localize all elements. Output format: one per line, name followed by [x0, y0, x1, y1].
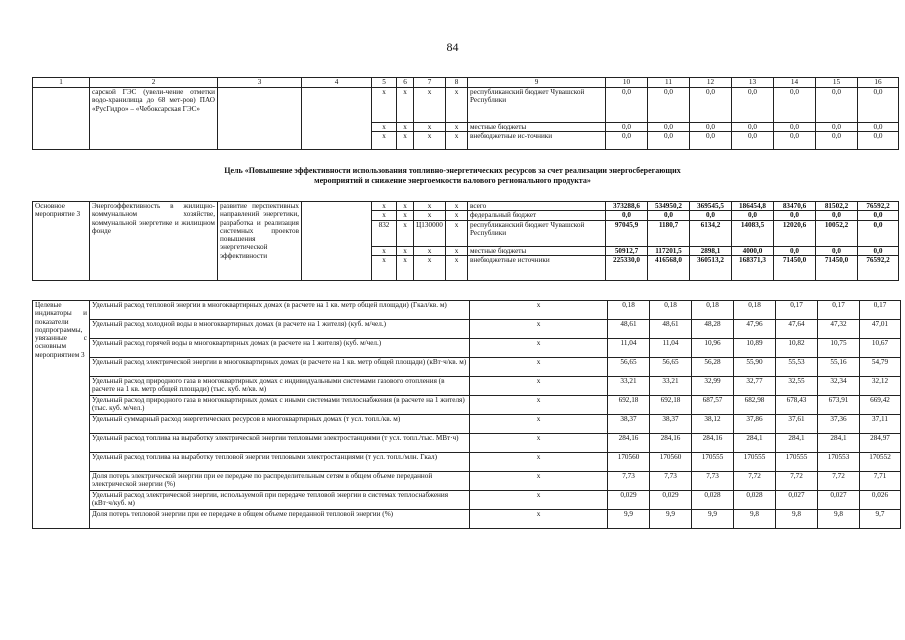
table-cell: x [372, 255, 397, 280]
indicator-x: x [470, 415, 608, 434]
col-header: 4 [302, 78, 372, 88]
indicator-name: Удельный расход природного газа в многоквартирных домах с индивидуальными системами газового отопления (в расчете на 1 кв. метр общей площади) (тыс. куб. м/кв. м) [90, 377, 470, 396]
indicator-x: x [470, 510, 608, 529]
table-cell: 6134,2 [690, 220, 732, 246]
indicator-value: 47,32 [818, 320, 860, 339]
table-cell: 0,0 [648, 123, 690, 132]
col-header: 8 [446, 78, 468, 88]
table-cell: 0,0 [606, 88, 648, 123]
indicator-name: Удельный суммарный расход энергетических ресурсов в многоквартирных домах (т усл. топл./кв. м) [90, 415, 470, 434]
indicator-value: 692,18 [608, 396, 650, 415]
indicator-name: Удельный расход природного газа в многоквартирных домах с иными системами теплоснабжения (в расчете на 1 жителя) (тыс. куб. м/чел.) [90, 396, 470, 415]
indicator-value: 0,028 [692, 491, 734, 510]
table-cell: 0,0 [648, 132, 690, 150]
table-cell: 0,0 [606, 132, 648, 150]
indicator-x: x [470, 358, 608, 377]
table-cell: x [397, 211, 414, 220]
col-header: 12 [690, 78, 732, 88]
table-cell: 97045,9 [606, 220, 648, 246]
col-header: 9 [468, 78, 606, 88]
indicator-name: Удельный расход холодной воды в многоквартирных домах (в расчете на 1 жителя) (куб. м/чел.) [90, 320, 470, 339]
indicator-value: 678,43 [776, 396, 818, 415]
indicator-value: 9,9 [650, 510, 692, 529]
indicator-value: 37,61 [776, 415, 818, 434]
table-cell: x [372, 211, 397, 220]
table-cell: 4000,0 [732, 246, 774, 255]
indicator-x: x [470, 320, 608, 339]
table-cell: x [414, 88, 446, 123]
table-cell: x [414, 246, 446, 255]
main-event-name: Энергоэффективность в жилищно-коммунальном хозяйстве, коммунальной энергетике и жилищном фонде [90, 202, 218, 281]
table-cell: x [446, 211, 468, 220]
indicator-row [33, 472, 901, 491]
indicator-value: 33,21 [650, 377, 692, 396]
indicator-row [33, 396, 901, 415]
table-cell: 0,0 [816, 211, 858, 220]
indicator-value: 56,65 [608, 358, 650, 377]
indicator-value: 48,61 [650, 320, 692, 339]
table-cell: x [397, 246, 414, 255]
indicator-name: Доля потерь электрической энергии при ее передаче по распределительным сетям в общем объеме переданной электрической энергии (%) [90, 472, 470, 491]
table-cell: 0,0 [816, 132, 858, 150]
indicator-value: 10,82 [776, 339, 818, 358]
table-cell: x [372, 132, 397, 150]
table-cell: 0,0 [858, 211, 899, 220]
indicator-value: 37,36 [818, 415, 860, 434]
indicator-x: x [470, 472, 608, 491]
table-cell: 0,0 [774, 132, 816, 150]
indicator-value: 170555 [734, 453, 776, 472]
indicator-value: 284,1 [734, 434, 776, 453]
funding-source: внебюджетные ис-точники [468, 132, 606, 150]
table-cell: x [372, 202, 397, 211]
indicator-value: 0,027 [776, 491, 818, 510]
table-cell: 0,0 [774, 246, 816, 255]
indicator-value: 7,72 [734, 472, 776, 491]
indicator-value: 55,53 [776, 358, 818, 377]
col-header: 1 [33, 78, 90, 88]
indicator-row [33, 320, 901, 339]
funding-source: внебюджетные источники [468, 255, 606, 280]
indicator-value: 0,029 [608, 491, 650, 510]
table-cell: 0,0 [858, 123, 899, 132]
table-cell: x [446, 88, 468, 123]
table-cell: 0,0 [690, 211, 732, 220]
indicator-name: Удельный расход горячей воды в многоквартирных домах (в расчете на 1 жителя) (куб. м/чел.) [90, 339, 470, 358]
indicator-value: 284,16 [692, 434, 734, 453]
indicator-value: 9,8 [734, 510, 776, 529]
indicator-value: 38,37 [650, 415, 692, 434]
table-cell: 534950,2 [648, 202, 690, 211]
table-cell: 186454,8 [732, 202, 774, 211]
indicator-value: 9,8 [776, 510, 818, 529]
funding-source: всего [468, 202, 606, 211]
table-cell: x [372, 246, 397, 255]
indicator-x: x [470, 301, 608, 320]
indicator-value: 7,73 [650, 472, 692, 491]
col-header: 10 [606, 78, 648, 88]
funding-source: местные бюджеты [468, 123, 606, 132]
table-cell: 50912,7 [606, 246, 648, 255]
indicator-value: 0,028 [734, 491, 776, 510]
indicator-value: 38,12 [692, 415, 734, 434]
table-cell: 2898,1 [690, 246, 732, 255]
top-table [32, 77, 899, 150]
indicator-value: 7,72 [818, 472, 860, 491]
table-cell: x [372, 88, 397, 123]
table-cell: x [397, 220, 414, 246]
table-cell: 0,0 [648, 211, 690, 220]
indicator-value: 0,026 [860, 491, 901, 510]
col-header: 15 [816, 78, 858, 88]
table-cell: x [414, 255, 446, 280]
indicator-value: 0,17 [860, 301, 901, 320]
col-header: 14 [774, 78, 816, 88]
indicator-value: 10,67 [860, 339, 901, 358]
indicators-table [32, 300, 901, 529]
indicator-value: 170553 [818, 453, 860, 472]
indicator-value: 11,04 [608, 339, 650, 358]
table-cell: x [446, 246, 468, 255]
table-cell: x [446, 202, 468, 211]
indicator-value: 47,96 [734, 320, 776, 339]
table-cell: 81502,2 [816, 202, 858, 211]
col-header: 3 [218, 78, 302, 88]
indicator-x: x [470, 434, 608, 453]
indicator-value: 682,98 [734, 396, 776, 415]
table-cell: 0,0 [774, 123, 816, 132]
indicator-name: Удельный расход топлива на выработку электрической энергии тепловыми электростанциями (т усл. топл./тыс. МВт·ч) [90, 434, 470, 453]
table-cell: 0,0 [606, 123, 648, 132]
table-cell: x [414, 132, 446, 150]
indicator-value: 669,42 [860, 396, 901, 415]
table-cell: 0,0 [690, 123, 732, 132]
indicator-value: 284,97 [860, 434, 901, 453]
indicator-value: 10,75 [818, 339, 860, 358]
indicator-value: 32,12 [860, 377, 901, 396]
table-cell: 0,0 [732, 132, 774, 150]
indicator-value: 170552 [860, 453, 901, 472]
table-cell: 0,0 [732, 123, 774, 132]
table-cell: 0,0 [858, 132, 899, 150]
indicator-value: 7,73 [692, 472, 734, 491]
page-number: 84 [446, 40, 459, 54]
table-cell: 369545,5 [690, 202, 732, 211]
indicator-row [33, 434, 901, 453]
indicator-value: 32,55 [776, 377, 818, 396]
indicator-value: 0,029 [650, 491, 692, 510]
indicator-value: 10,89 [734, 339, 776, 358]
table-cell: x [372, 123, 397, 132]
indicator-row [33, 377, 901, 396]
indicator-value: 9,9 [608, 510, 650, 529]
table-row [33, 88, 899, 123]
indicator-value: 10,96 [692, 339, 734, 358]
indicator-value: 170555 [776, 453, 818, 472]
table-cell: 0,0 [858, 220, 899, 246]
indicator-value: 48,61 [608, 320, 650, 339]
table-cell: 0,0 [774, 211, 816, 220]
funding-source: республиканский бюджет Чувашской Республики [468, 220, 606, 246]
table-cell: 71450,0 [774, 255, 816, 280]
indicator-row [33, 453, 901, 472]
indicator-value: 0,18 [692, 301, 734, 320]
table-cell: 0,0 [690, 132, 732, 150]
table-cell: 0,0 [858, 246, 899, 255]
table-cell: 0,0 [858, 88, 899, 123]
header-row [33, 78, 899, 88]
indicator-value: 673,91 [818, 396, 860, 415]
indicator-value: 32,99 [692, 377, 734, 396]
indicator-name: Удельный расход электрической энергии в многоквартирных домах (в расчете на 1 кв. метр общей площади) (кВт·ч/кв. м) [90, 358, 470, 377]
table-cell: 0,0 [732, 88, 774, 123]
indicator-value: 0,027 [818, 491, 860, 510]
table-cell: 0,0 [648, 88, 690, 123]
indicator-value: 284,1 [818, 434, 860, 453]
table-cell: 0,0 [816, 123, 858, 132]
indicator-x: x [470, 491, 608, 510]
indicator-value: 47,64 [776, 320, 818, 339]
table-cell: x [414, 202, 446, 211]
indicator-row [33, 339, 901, 358]
table-cell: 0,0 [774, 88, 816, 123]
col-header: 7 [414, 78, 446, 88]
indicator-value: 7,72 [776, 472, 818, 491]
indicator-value: 38,37 [608, 415, 650, 434]
col-header: 16 [858, 78, 899, 88]
indicator-value: 56,65 [650, 358, 692, 377]
funding-source: местные бюджеты [468, 246, 606, 255]
table-cell: 0,0 [816, 246, 858, 255]
table-cell: x [446, 123, 468, 132]
indicator-x: x [470, 453, 608, 472]
indicator-value: 692,18 [650, 396, 692, 415]
indicator-value: 47,01 [860, 320, 901, 339]
table-cell: Ц130000 [414, 220, 446, 246]
indicator-value: 0,17 [776, 301, 818, 320]
indicator-value: 0,18 [608, 301, 650, 320]
table-cell: x [397, 132, 414, 150]
table-cell: x [414, 123, 446, 132]
indicator-value: 170560 [608, 453, 650, 472]
table-cell: 12020,6 [774, 220, 816, 246]
col-header: 2 [90, 78, 218, 88]
table-cell: x [397, 255, 414, 280]
indicator-row [33, 491, 901, 510]
indicator-value: 32,77 [734, 377, 776, 396]
indicator-value: 9,8 [818, 510, 860, 529]
main-table [32, 201, 899, 281]
table-cell: 10052,2 [816, 220, 858, 246]
table-cell: 0,0 [606, 211, 648, 220]
table-cell: 360513,2 [690, 255, 732, 280]
table-cell: 0,0 [690, 88, 732, 123]
table-cell: 83470,6 [774, 202, 816, 211]
indicator-x: x [470, 396, 608, 415]
table-cell: 0,0 [732, 211, 774, 220]
indicator-row [33, 301, 901, 320]
indicator-value: 7,71 [860, 472, 901, 491]
indicator-row [33, 358, 901, 377]
indicator-value: 11,04 [650, 339, 692, 358]
table-cell: 225330,0 [606, 255, 648, 280]
indicator-value: 56,28 [692, 358, 734, 377]
indicator-value: 284,16 [650, 434, 692, 453]
indicator-name: Доля потерь тепловой энергии при ее передаче в общем объеме переданной тепловой энергии (%) [90, 510, 470, 529]
indicator-value: 32,34 [818, 377, 860, 396]
table-cell: 416568,0 [648, 255, 690, 280]
indicator-name: Удельный расход электрической энергии, используемой при передаче тепловой энергии в системах теплоснабжения (кВт·ч/куб. м) [90, 491, 470, 510]
goal-heading: Цель «Повышение эффективности использования топливно-энергетических ресурсов за счет реализации энергосберегающих мероприятий и снижение энергоемкости валового регионального продукта» [224, 166, 681, 185]
table-cell: 373288,6 [606, 202, 648, 211]
table-cell: 0,0 [816, 88, 858, 123]
indicator-value: 284,1 [776, 434, 818, 453]
table-cell: x [446, 132, 468, 150]
indicator-value: 55,16 [818, 358, 860, 377]
indicator-value: 170555 [692, 453, 734, 472]
table-cell: x [397, 123, 414, 132]
indicator-row [33, 510, 901, 529]
indicator-value: 170560 [650, 453, 692, 472]
table-cell: x [446, 220, 468, 246]
indicator-name: Удельный расход тепловой энергии в многоквартирных домах (в расчете на 1 кв. метр общей площади) (Гкал/кв. м) [90, 301, 470, 320]
indicator-value: 284,16 [608, 434, 650, 453]
indicator-x: x [470, 377, 608, 396]
indicator-name: Удельный расход топлива на выработку тепловой энергии тепловыми электростанциями (т усл. топл./млн. Гкал) [90, 453, 470, 472]
indicator-value: 55,90 [734, 358, 776, 377]
indicator-x: x [470, 339, 608, 358]
main-event-label: Основное мероприятие 3 [33, 202, 90, 281]
main-event-direction: развитие перспективных направлений энергетики, разработка и реализация системных проектов повышения энергетической эффективности [218, 202, 302, 281]
table-cell: 76592,2 [858, 202, 899, 211]
funding-source: республиканский бюджет Чувашской Республики [468, 88, 606, 123]
col-header: 13 [732, 78, 774, 88]
table-cell: x [446, 255, 468, 280]
table-cell: 832 [372, 220, 397, 246]
indicator-value: 0,17 [818, 301, 860, 320]
indicator-value: 9,7 [860, 510, 901, 529]
table-cell: x [397, 202, 414, 211]
table-cell: 1180,7 [648, 220, 690, 246]
indicator-value: 9,9 [692, 510, 734, 529]
table-cell: 117201,5 [648, 246, 690, 255]
funding-source: федеральный бюджет [468, 211, 606, 220]
indicator-value: 54,79 [860, 358, 901, 377]
indicator-value: 48,28 [692, 320, 734, 339]
table-cell: x [397, 88, 414, 123]
col-header: 6 [397, 78, 414, 88]
table-row [33, 202, 899, 211]
table-cell: 168371,3 [732, 255, 774, 280]
indicator-value: 687,57 [692, 396, 734, 415]
indicator-value: 33,21 [608, 377, 650, 396]
table-cell: 14083,5 [732, 220, 774, 246]
col-header: 11 [648, 78, 690, 88]
indicator-value: 0,18 [650, 301, 692, 320]
indicator-row [33, 415, 901, 434]
indicator-value: 7,73 [608, 472, 650, 491]
indicators-label: Целевые индикаторы и показатели подпрограммы, увязанные с основным мероприятием 3 [33, 301, 90, 529]
table-cell: x [414, 211, 446, 220]
event-description: сарской ГЭС (увели-чение отметки водо-хранилища до 68 мет-ров) ПАО «РусГидро» – «Чебоксарская ГЭС» [90, 88, 218, 150]
table-cell: 76592,2 [858, 255, 899, 280]
indicator-value: 37,86 [734, 415, 776, 434]
table-cell: 71450,0 [816, 255, 858, 280]
indicator-value: 37,11 [860, 415, 901, 434]
indicator-value: 0,18 [734, 301, 776, 320]
col-header: 5 [372, 78, 397, 88]
